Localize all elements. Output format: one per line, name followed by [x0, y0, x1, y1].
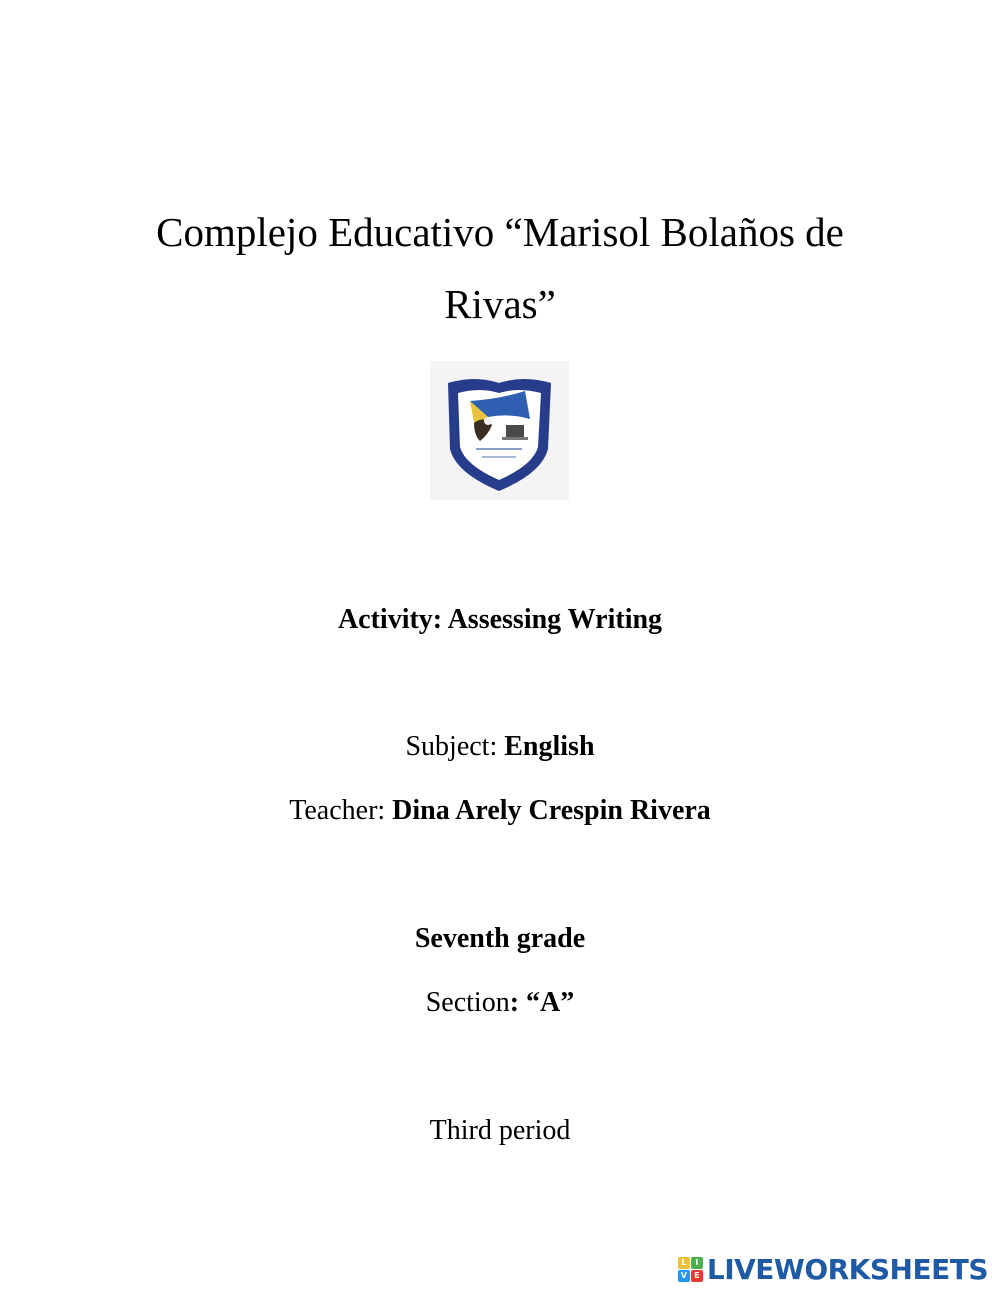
- subject-label: Subject:: [405, 731, 505, 762]
- activity-title: Activity: Assessing Writing: [337, 604, 663, 635]
- school-crest-icon: [430, 361, 569, 500]
- subject-line: [0, 729, 1000, 765]
- logo-letter-e: E: [691, 1270, 703, 1282]
- logo-letter-v: V: [678, 1270, 690, 1282]
- liveworksheets-logo[interactable]: [678, 1251, 988, 1287]
- school-title: [0, 196, 1000, 340]
- subject-value: English: [504, 731, 595, 762]
- section-value: : “A”: [509, 987, 575, 1018]
- section-line: [0, 985, 1000, 1021]
- period-line: Third period: [429, 1115, 571, 1146]
- grade-line: Seventh grade: [414, 923, 586, 954]
- school-title-line-2: Rivas”: [444, 281, 556, 327]
- logo-letter-i: I: [691, 1257, 703, 1269]
- school-title-line-1: Complejo Educativo “Marisol Bolaños de: [156, 209, 844, 255]
- section-label: Section: [425, 987, 510, 1018]
- teacher-line: [0, 793, 1000, 829]
- liveworksheets-wordmark: LIVEWORKSHEETS: [706, 1252, 988, 1286]
- teacher-label: Teacher:: [289, 795, 393, 826]
- logo-letter-l: L: [678, 1257, 690, 1269]
- liveworksheets-logo-icon: [678, 1257, 703, 1282]
- teacher-name: Dina Arely Crespin Rivera: [392, 795, 711, 826]
